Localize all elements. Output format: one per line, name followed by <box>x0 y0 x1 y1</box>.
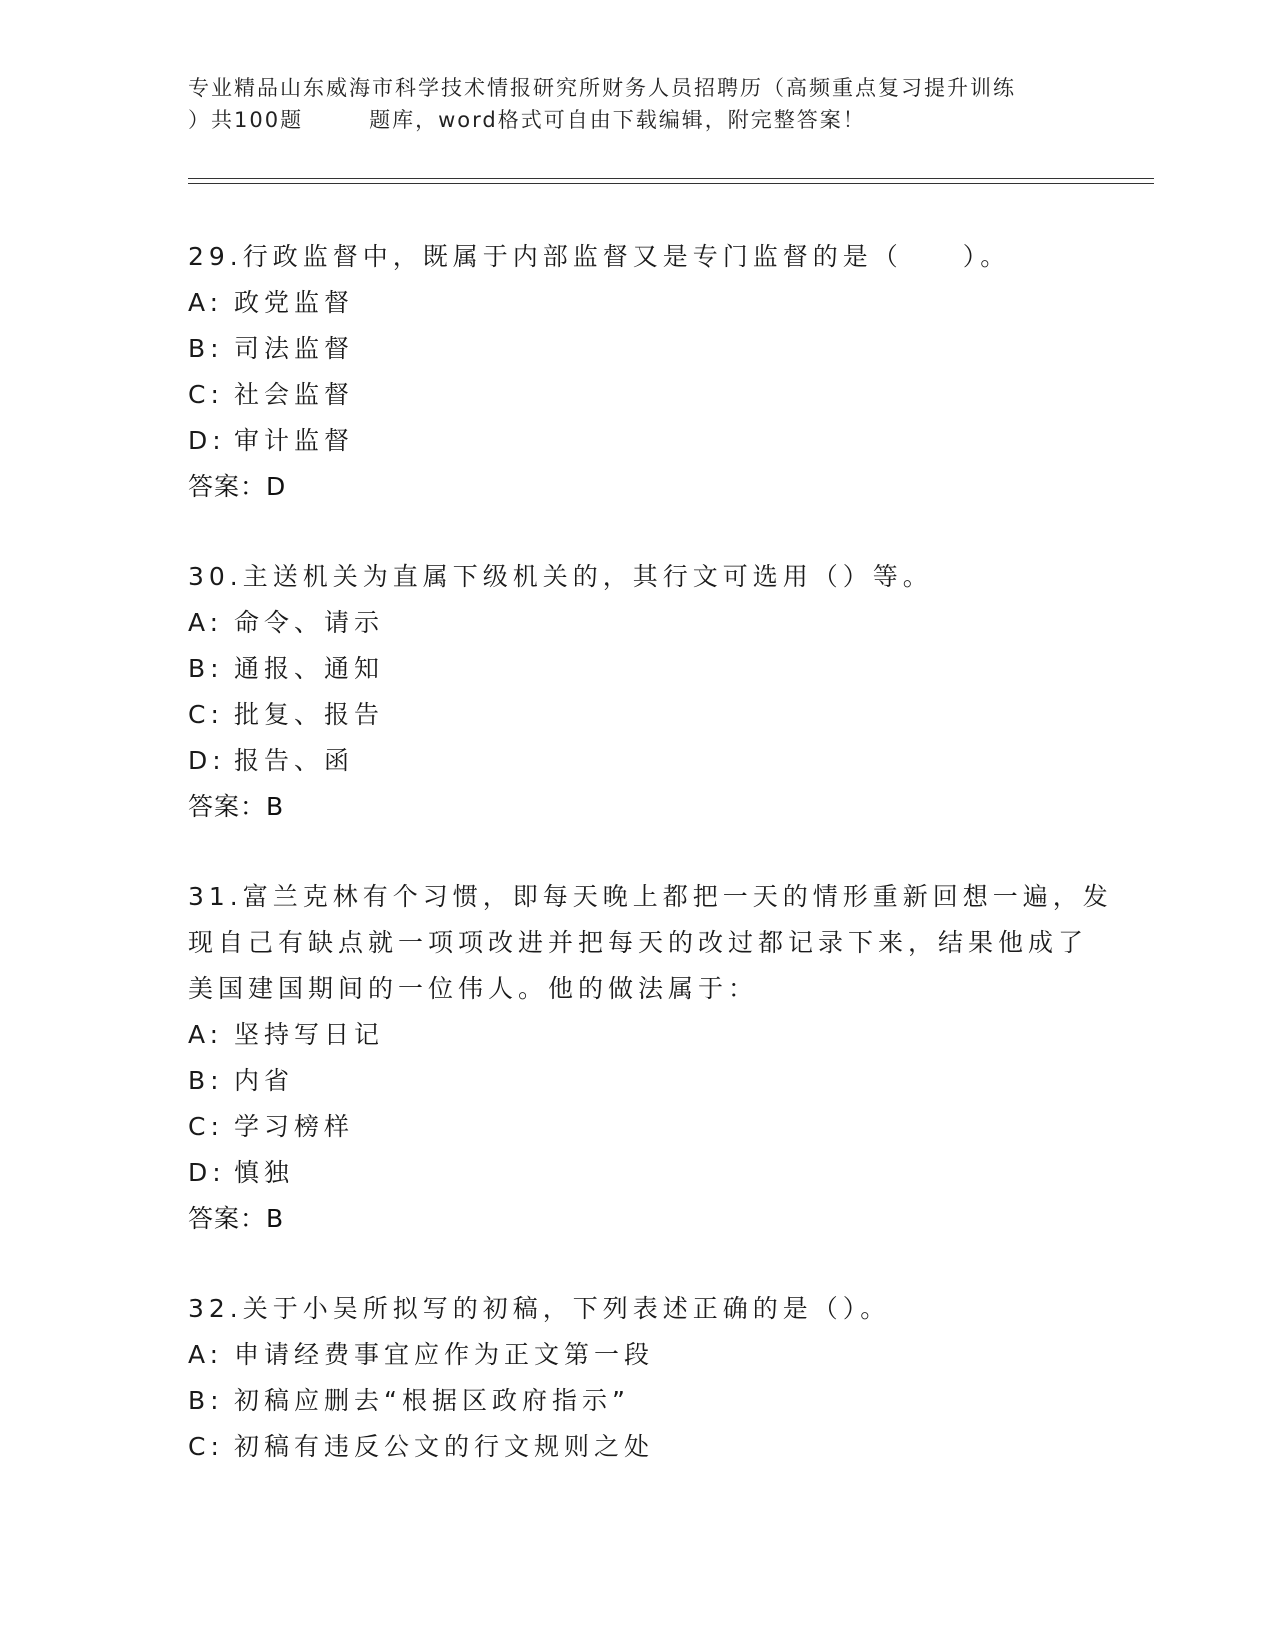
question-stem: 32.关于小吴所拟写的初稿，下列表述正确的是（）。 <box>188 1294 891 1323</box>
option-text: 政党监督 <box>234 288 355 317</box>
option-text: 初稿有违反公文的行文规则之处 <box>234 1432 655 1461</box>
option-label: A: <box>188 1020 224 1049</box>
option-label: C: <box>188 1432 224 1461</box>
option-text: 通报、通知 <box>234 654 385 683</box>
document-header <box>188 72 1088 136</box>
option-text: 申请经费事宜应作为正文第一段 <box>234 1340 655 1369</box>
option-label: B: <box>188 1386 224 1415</box>
option-b <box>188 1378 1088 1424</box>
question-31 <box>188 874 1113 1242</box>
option-text: 社会监督 <box>234 380 355 409</box>
header-title-line-1: 专业精品山东威海市科学技术情报研究所财务人员招聘历（高频重点复习提升训练 <box>188 76 1016 100</box>
option-d <box>188 738 1088 784</box>
option-label: A: <box>188 608 224 637</box>
option-text: 命令、请示 <box>234 608 385 637</box>
option-a <box>188 1012 1088 1058</box>
option-label: C: <box>188 700 224 729</box>
option-c <box>188 1104 1088 1150</box>
question-stem-line-3: 美国建国期间的一位伟人。他的做法属于： <box>188 974 759 1003</box>
option-text: 批复、报告 <box>234 700 385 729</box>
header-title-count: ）共100题 <box>188 108 304 132</box>
option-label: D: <box>188 1158 226 1187</box>
option-b <box>188 646 1088 692</box>
header-title-line-2 <box>188 104 1088 136</box>
option-text: 报告、函 <box>234 746 355 775</box>
option-c <box>188 692 1088 738</box>
question-32 <box>188 1286 1088 1470</box>
header-title-suffix: 题库，word格式可自由下载编辑，附完整答案！ <box>369 108 866 132</box>
answer-line: 答案：B <box>188 792 285 821</box>
option-text: 审计监督 <box>234 426 355 455</box>
option-a <box>188 280 1088 326</box>
option-a <box>188 1332 1088 1378</box>
option-text: 慎独 <box>234 1158 295 1187</box>
option-c <box>188 1424 1088 1470</box>
question-30 <box>188 554 1088 830</box>
option-label: C: <box>188 1112 224 1141</box>
option-c <box>188 372 1088 418</box>
option-label: A: <box>188 288 224 317</box>
option-text: 坚持写日记 <box>234 1020 385 1049</box>
question-29 <box>188 234 1088 510</box>
option-text: 学习榜样 <box>234 1112 355 1141</box>
header-divider-bottom <box>188 183 1154 184</box>
option-label: A: <box>188 1340 224 1369</box>
question-stem: 29.行政监督中，既属于内部监督又是专门监督的是（ ）。 <box>188 242 1011 271</box>
question-stem: 30.主送机关为直属下级机关的，其行文可选用（）等。 <box>188 562 933 591</box>
option-d <box>188 418 1088 464</box>
option-label: B: <box>188 334 224 363</box>
option-d <box>188 1150 1088 1196</box>
option-text: 司法监督 <box>234 334 355 363</box>
option-label: D: <box>188 746 226 775</box>
option-label: C: <box>188 380 224 409</box>
header-divider-top <box>188 178 1154 179</box>
option-a <box>188 600 1088 646</box>
option-b <box>188 326 1088 372</box>
answer-line: 答案：B <box>188 1204 285 1233</box>
option-text: 内省 <box>234 1066 295 1095</box>
question-stem-line-2: 现自己有缺点就一项项改进并把每天的改过都记录下来，结果他成了 <box>188 928 1089 957</box>
option-label: B: <box>188 1066 224 1095</box>
question-stem-line-1: 31.富兰克林有个习惯，即每天晚上都把一天的情形重新回想一遍，发 <box>188 882 1113 911</box>
option-label: D: <box>188 426 226 455</box>
answer-line: 答案：D <box>188 472 287 501</box>
option-label: B: <box>188 654 224 683</box>
option-b <box>188 1058 1088 1104</box>
option-text: 初稿应删去“根据区政府指示” <box>234 1386 630 1415</box>
